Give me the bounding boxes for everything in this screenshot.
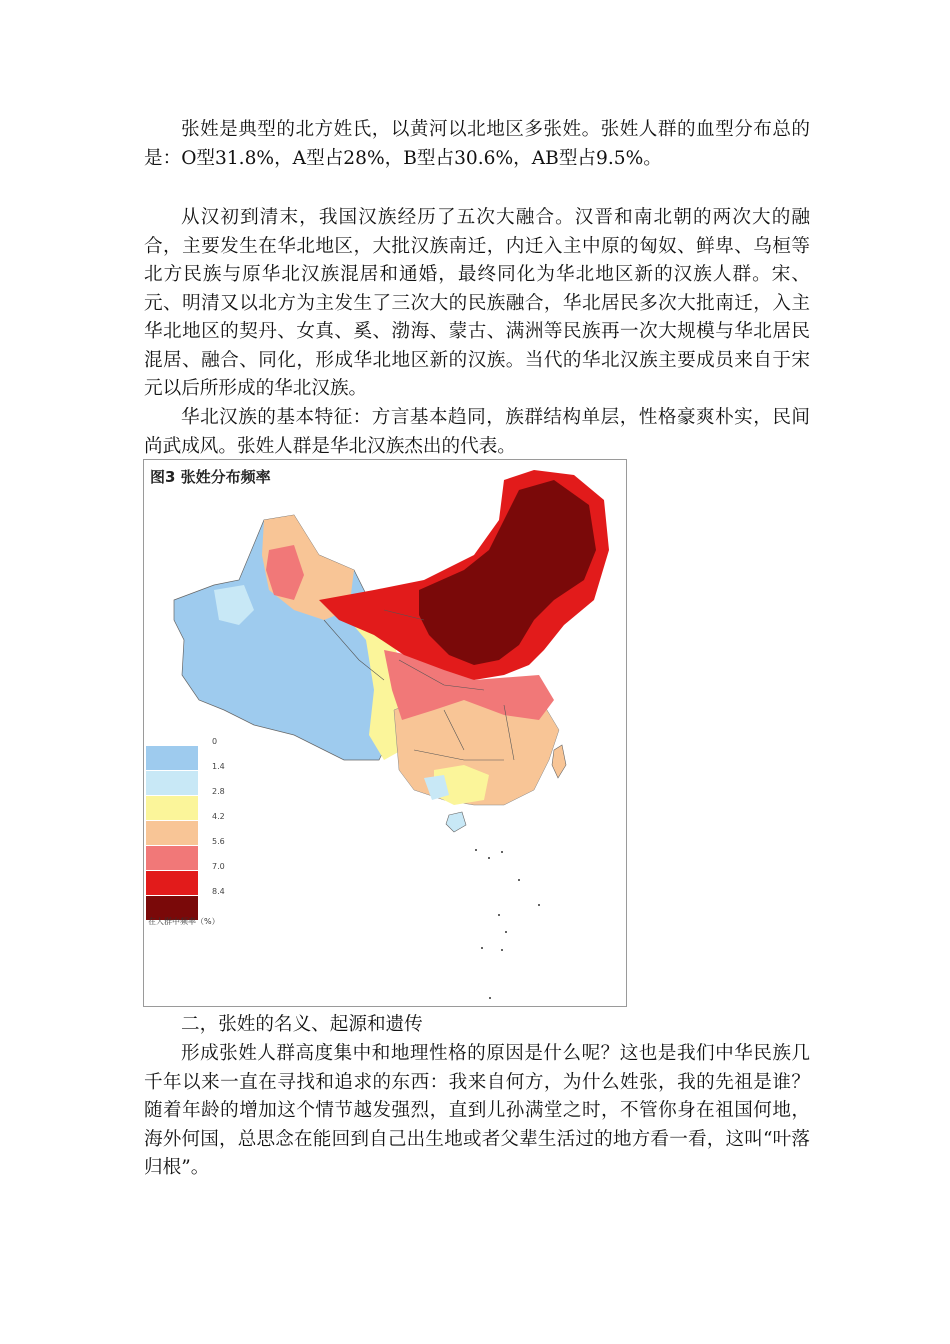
legend-item (146, 762, 336, 796)
legend-item (146, 787, 336, 821)
legend-item (146, 862, 336, 896)
legend-item (146, 837, 336, 871)
legend-swatch (146, 871, 198, 895)
figure-title: 图3 张姓分布频率 (150, 468, 271, 486)
legend-value: 7.0 (212, 862, 225, 871)
legend-swatch (146, 796, 198, 820)
legend-value: 5.6 (212, 837, 225, 846)
legend-item (146, 812, 336, 846)
paragraph-ethnic-fusion: 从汉初到清末，我国汉族经历了五次大融合。汉晋和南北朝的两次大的融合，主要发生在华北地区，大批汉族南迁，内迁入主中原的匈奴、鲜卑、乌桓等北方民族与原华北汉族混居和通婚，最终同化为华北地区新的汉族人群。宋、元、明清又以北方为主发生了三次大的民族融合，华北居民多次大批南迁，入主华北地区的契丹、女真、奚、渤海、蒙古、满洲等民族再一次大规模与华北居民混居、融合、同化，形成华北地区新的汉族。当代的华北汉族主要成员来自于宋元以后所形成的华北汉族。 (144, 207, 810, 399)
legend-item (146, 737, 336, 771)
paragraph-north-han-features: 华北汉族的基本特征：方言基本趋同，族群结构单层，性格豪爽朴实，民间尚武成风。张姓人群是华北汉族杰出的代表。 (144, 407, 810, 457)
legend-caption: 在人群中频率（%） (148, 917, 220, 926)
legend-swatch (146, 846, 198, 870)
map-legend (146, 737, 336, 921)
legend-value: 8.4 (212, 887, 225, 896)
legend-value: 4.2 (212, 812, 225, 821)
paragraph-roots: 形成张姓人群高度集中和地理性格的原因是什么呢？这也是我们中华民族几千年以来一直在寻找和追求的东西：我来自何方，为什么姓张，我的先祖是谁？随着年龄的增加这个情节越发强烈，直到儿孙满堂之时，不管你身在祖国何地，海外何国，总思念在能回到自己出生地或者父辈生活过的地方看一看，这叫“叶落归根”。 (144, 1043, 810, 1178)
legend-swatch (146, 746, 198, 770)
south-sea-islands (475, 849, 540, 999)
legend-value: 1.4 (212, 762, 225, 771)
legend-value: 0 (212, 737, 218, 746)
legend-swatch (146, 771, 198, 795)
section-heading: 二，张姓的名义、起源和遗传 (181, 1014, 423, 1035)
map-taiwan (552, 745, 566, 778)
paragraph-blood-types: 张姓是典型的北方姓氏，以黄河以北地区多张姓。张姓人群的血型分布总的是：O型31.8%，A型占28%，B型占30.6%，AB型占9.5%。 (144, 119, 810, 169)
map-hainan (446, 812, 466, 832)
legend-value: 2.8 (212, 787, 225, 796)
legend-swatch (146, 821, 198, 845)
zhang-surname-distribution-map (143, 459, 627, 1007)
